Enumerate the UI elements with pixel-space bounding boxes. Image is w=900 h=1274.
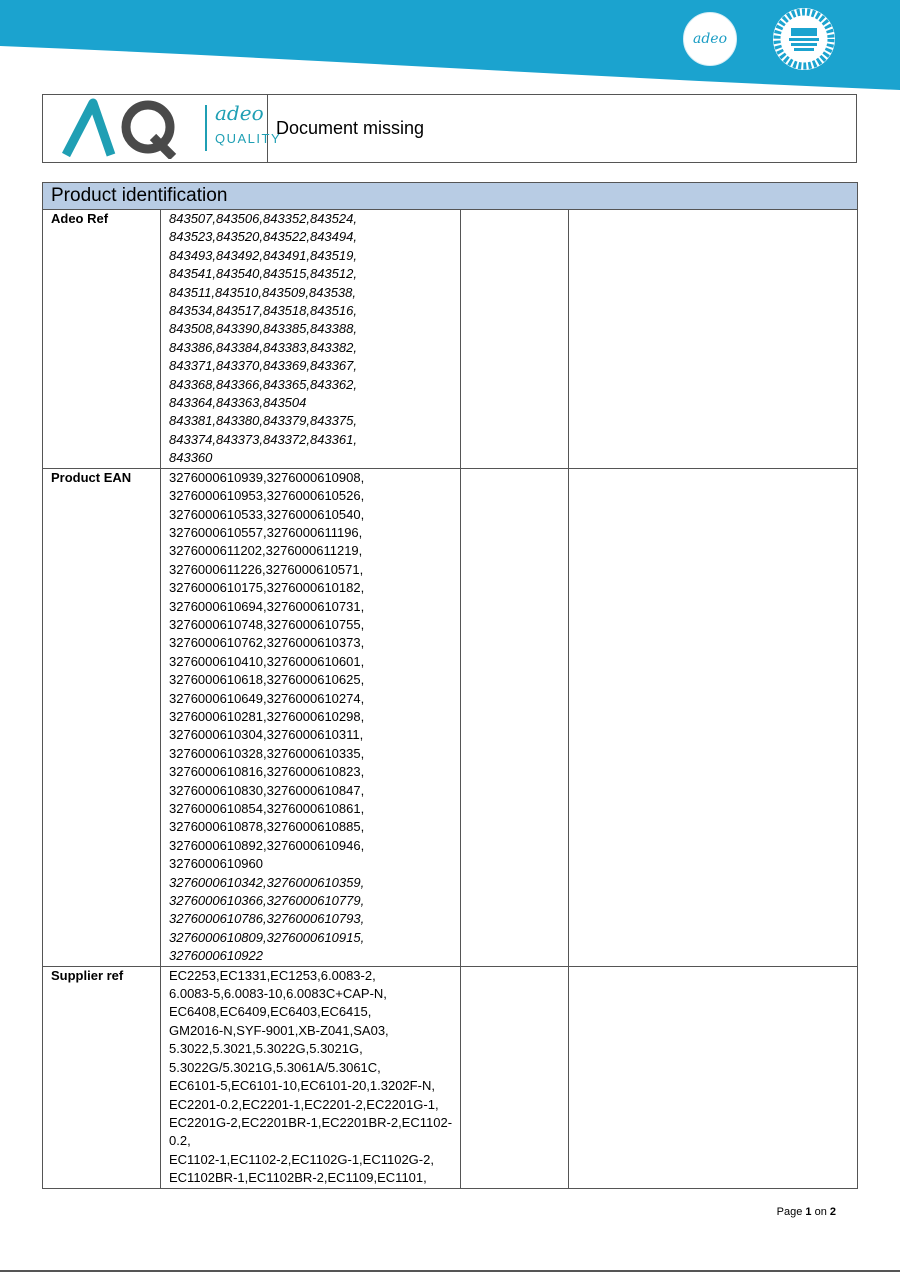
section-title: Product identification xyxy=(43,183,858,210)
supplier-ref-line: 5.3022G/5.3021G,5.3061A/5.3061C, xyxy=(169,1059,381,1075)
adeo-ref-line: 843371,843370,843369,843367, xyxy=(169,358,357,374)
supplier-ref-line: 5.3022,5.3021,5.3022G,5.3021G, xyxy=(169,1041,363,1057)
logo-separator xyxy=(205,105,207,151)
bottom-rule xyxy=(0,1270,900,1272)
page-current: 1 xyxy=(805,1206,812,1218)
supplier-ref-line: EC6101-5,EC6101-10,EC6101-20,1.3202F-N, xyxy=(169,1078,435,1094)
supplier-ref-value xyxy=(161,966,461,1188)
adeo-ref-line: 843374,843373,843372,843361, xyxy=(169,431,357,447)
document-header xyxy=(42,94,857,163)
adeo-ref-line: 843541,843540,843515,843512, xyxy=(169,266,357,282)
ean-line: 3276000610618,3276000610625, xyxy=(169,672,365,688)
product-ean-label: Product EAN xyxy=(43,468,161,966)
ean-line: 3276000610533,3276000610540, xyxy=(169,506,365,522)
ean-line: 3276000610694,3276000610731, xyxy=(169,598,365,614)
ean-line: 3276000611226,3276000610571, xyxy=(169,561,364,577)
ean-line: 3276000610304,3276000610311, xyxy=(169,727,364,743)
ean-line: 3276000610854,3276000610861, xyxy=(169,801,365,816)
adeo-ref-line: 843368,843366,843365,843362, xyxy=(169,376,357,392)
adeo-ref-line: 843507,843506,843352,843524, xyxy=(169,211,357,226)
logo-adeo-text: adeo xyxy=(215,101,264,125)
adeo-ref-line: 843364,843363,843504 xyxy=(169,395,307,411)
ean-line-italic: 3276000610922 xyxy=(169,948,263,964)
empty-cell xyxy=(569,966,858,1188)
ean-line: 3276000610892,3276000610946, xyxy=(169,837,365,853)
ean-line-italic: 3276000610809,3276000610915, xyxy=(169,929,365,945)
supplier-ref-line: EC6408,EC6409,EC6403,EC6415, xyxy=(169,1004,372,1020)
page-number xyxy=(777,1206,836,1218)
empty-cell xyxy=(569,210,858,469)
supplier-ref-line: EC2253,EC1331,EC1253,6.0083-2, xyxy=(169,967,376,983)
ean-line: 3276000610175,3276000610182, xyxy=(169,580,365,596)
adeo-ref-line: 843493,843492,843491,843519, xyxy=(169,247,357,263)
supplier-ref-line: EC1102-1,EC1102-2,EC1102G-1,EC1102G-2, xyxy=(169,1151,434,1167)
product-ean-value xyxy=(161,468,461,966)
adeo-ref-line: 843511,843510,843509,843538, xyxy=(169,284,357,300)
ean-line: 3276000610960 xyxy=(169,856,263,872)
ean-line: 3276000610816,3276000610823, xyxy=(169,764,365,780)
ean-line: 3276000610410,3276000610601, xyxy=(169,653,365,669)
empty-cell xyxy=(569,468,858,966)
supplier-ref-line: EC2201G-2,EC2201BR-1,EC2201BR-2,EC1102- xyxy=(169,1114,453,1130)
aq-logo-icon xyxy=(61,97,191,159)
supplier-ref-line: EC1102BR-1,EC1102BR-2,EC1109,EC1101, xyxy=(169,1170,427,1186)
top-banner xyxy=(0,0,900,95)
ean-line: 3276000610878,3276000610885, xyxy=(169,819,365,835)
adeo-ref-line: 843386,843384,843383,843382, xyxy=(169,339,357,355)
product-identification-table xyxy=(42,182,858,1189)
supplier-ref-line: 0.2, xyxy=(169,1133,191,1149)
ean-line: 3276000610762,3276000610373, xyxy=(169,635,365,651)
page-middle: on xyxy=(811,1206,830,1218)
ean-line: 3276000611202,3276000611219, xyxy=(169,543,363,559)
adeo-ref-value xyxy=(161,210,461,469)
logo-quality-text: QUALITY xyxy=(215,131,282,146)
adeo-logo-text: adeo xyxy=(692,31,728,47)
table-row xyxy=(43,210,858,469)
document-title: Document missing xyxy=(276,118,425,138)
table-row xyxy=(43,966,858,1188)
ean-line: 3276000610328,3276000610335, xyxy=(169,745,365,761)
supplier-ref-line: GM2016-N,SYF-9001,XB-Z041,SA03, xyxy=(169,1022,389,1038)
adeo-ref-line: 843381,843380,843379,843375, xyxy=(169,413,357,429)
supplier-ref-line: EC2201-0.2,EC2201-1,EC2201-2,EC2201G-1, xyxy=(169,1096,439,1112)
supplier-ref-label: Supplier ref xyxy=(43,966,161,1188)
adeo-logo xyxy=(683,12,737,66)
table-row xyxy=(43,468,858,966)
ean-line-italic: 3276000610342,3276000610359, xyxy=(169,874,365,890)
useful-badge-icon xyxy=(771,6,837,72)
adeo-quality-logo xyxy=(43,95,282,162)
ean-line: 3276000610830,3276000610847, xyxy=(169,782,365,798)
ean-line: 3276000610748,3276000610755, xyxy=(169,616,365,632)
page-prefix: Page xyxy=(776,1206,806,1218)
ean-line: 3276000610557,3276000611196, xyxy=(169,524,363,540)
adeo-ref-line: 843360 xyxy=(169,450,213,466)
ean-line: 3276000610649,3276000610274, xyxy=(169,690,365,706)
ean-line-italic: 3276000610786,3276000610793, xyxy=(169,911,365,927)
ean-line: 3276000610953,3276000610526, xyxy=(169,488,365,504)
ean-line-italic: 3276000610366,3276000610779, xyxy=(169,893,365,909)
supplier-ref-line: 6.0083-5,6.0083-10,6.0083C+CAP-N, xyxy=(169,986,387,1002)
empty-cell xyxy=(461,966,569,1188)
ean-line: 3276000610281,3276000610298, xyxy=(169,708,365,724)
empty-cell xyxy=(461,210,569,469)
page-total: 2 xyxy=(829,1206,836,1218)
adeo-ref-line: 843534,843517,843518,843516, xyxy=(169,303,357,319)
adeo-ref-line: 843523,843520,843522,843494, xyxy=(169,229,357,245)
empty-cell xyxy=(461,468,569,966)
adeo-ref-label: Adeo Ref xyxy=(43,210,161,469)
adeo-ref-line: 843508,843390,843385,843388, xyxy=(169,321,357,337)
ean-line: 3276000610939,3276000610908, xyxy=(169,469,365,485)
